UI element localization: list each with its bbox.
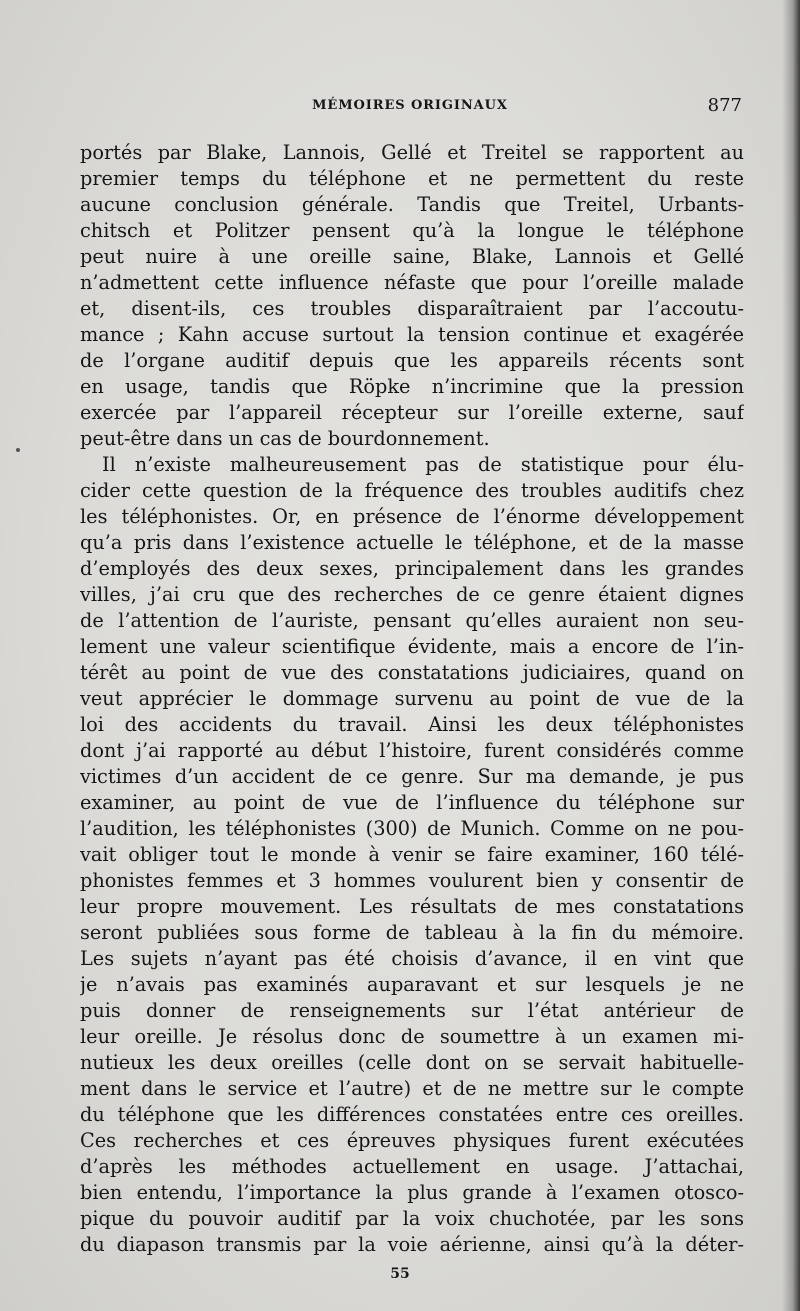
text-line: du téléphone que les différences constatées entre ces oreilles.: [80, 1103, 744, 1126]
signature-mark: [0, 1266, 800, 1282]
signature-number: 55: [390, 1266, 410, 1282]
text-line: dont j’ai rapporté au début l’histoire, furent considérés comme: [80, 739, 744, 762]
text-line: Les sujets n’ayant pas été choisis d’avance, il en vint que: [80, 947, 744, 970]
text-line: bien entendu, l’importance la plus grande à l’examen otosco-: [80, 1181, 744, 1204]
text-line: qu’a pris dans l’existence actuelle le téléphone, et de la masse: [80, 531, 744, 554]
text-line: vait obliger tout le monde à venir se faire examiner, 160 télé-: [80, 843, 744, 866]
text-line: lement une valeur scientifique évidente, mais a encore de l’in-: [80, 635, 744, 658]
text-line: victimes d’un accident de ce genre. Sur ma demande, je pus: [80, 765, 744, 788]
text-line: d’employés des deux sexes, principalement dans les grandes: [80, 557, 744, 580]
text-line: de l’attention de l’auriste, pensant qu’elles auraient non seu-: [80, 609, 744, 632]
text-line: l’audition, les téléphonistes (300) de Munich. Comme on ne pou-: [80, 817, 744, 840]
text-line: n’admettent cette influence néfaste que pour l’oreille malade: [80, 271, 744, 294]
text-line: et, disent-ils, ces troubles disparaîtraient par l’accoutu-: [80, 297, 744, 320]
text-line: pique du pouvoir auditif par la voix chuchotée, par les sons: [80, 1207, 744, 1230]
running-title: MÉMOIRES ORIGINAUX: [312, 98, 508, 113]
page-edge-shadow: [782, 0, 800, 1311]
text-line: phonistes femmes et 3 hommes voulurent bien y consentir de: [80, 869, 744, 892]
text-line: d’après les méthodes actuellement en usage. J’attachai,: [80, 1155, 744, 1178]
text-line: peut nuire à une oreille saine, Blake, Lannois et Gellé: [80, 245, 744, 268]
text-line: cider cette question de la fréquence des troubles auditifs chez: [80, 479, 744, 502]
text-line: je n’avais pas examinés auparavant et sur lesquels je ne: [80, 973, 744, 996]
paragraph-first-line: Il n’existe malheureusement pas de statistique pour élu-: [102, 453, 744, 476]
text-line: chitsch et Politzer pensent qu’à la longue le téléphone: [80, 219, 744, 242]
text-line: du diapason transmis par la voie aérienne, ainsi qu’à la déter-: [80, 1233, 744, 1256]
text-line: aucune conclusion générale. Tandis que Treitel, Urbants-: [80, 193, 744, 216]
text-line: de l’organe auditif depuis que les appareils récents sont: [80, 349, 744, 372]
page-number: 877: [707, 95, 742, 116]
text-line: peut-être dans un cas de bourdonnement.: [80, 427, 490, 450]
text-line: portés par Blake, Lannois, Gellé et Treitel se rapportent au: [80, 141, 744, 164]
text-line: Ces recherches et ces épreuves physiques furent exécutées: [80, 1129, 744, 1152]
text-line: ment dans le service et l’autre) et de ne mettre sur le compte: [80, 1077, 744, 1100]
text-line: premier temps du téléphone et ne permettent du reste: [80, 167, 744, 190]
text-line: examiner, au point de vue de l’influence du téléphone sur: [80, 791, 744, 814]
text-line: puis donner de renseignements sur l’état antérieur de: [80, 999, 744, 1022]
text-line: en usage, tandis que Röpke n’incrimine que la pression: [80, 375, 744, 398]
text-line: leur propre mouvement. Les résultats de mes constatations: [80, 895, 744, 918]
text-line: villes, j’ai cru que des recherches de ce genre étaient dignes: [80, 583, 744, 606]
text-line: nutieux les deux oreilles (celle dont on se servait habituelle-: [80, 1051, 744, 1074]
text-line: mance ; Kahn accuse surtout la tension continue et exagérée: [80, 323, 744, 346]
text-line: veut apprécier le dommage survenu au point de vue de la: [80, 687, 744, 710]
running-header: [78, 92, 742, 122]
text-line: seront publiées sous forme de tableau à la fin du mémoire.: [80, 921, 744, 944]
text-line: loi des accidents du travail. Ainsi les deux téléphonistes: [80, 713, 744, 736]
text-line: leur oreille. Je résolus donc de soumettre à un examen mi-: [80, 1025, 744, 1048]
paper-speck: [16, 448, 20, 452]
body-text: [80, 140, 744, 1258]
text-line: térêt au point de vue des constatations judiciaires, quand on: [80, 661, 744, 684]
text-line: exercée par l’appareil récepteur sur l’oreille externe, sauf: [80, 401, 744, 424]
text-line: les téléphonistes. Or, en présence de l’énorme développement: [80, 505, 744, 528]
